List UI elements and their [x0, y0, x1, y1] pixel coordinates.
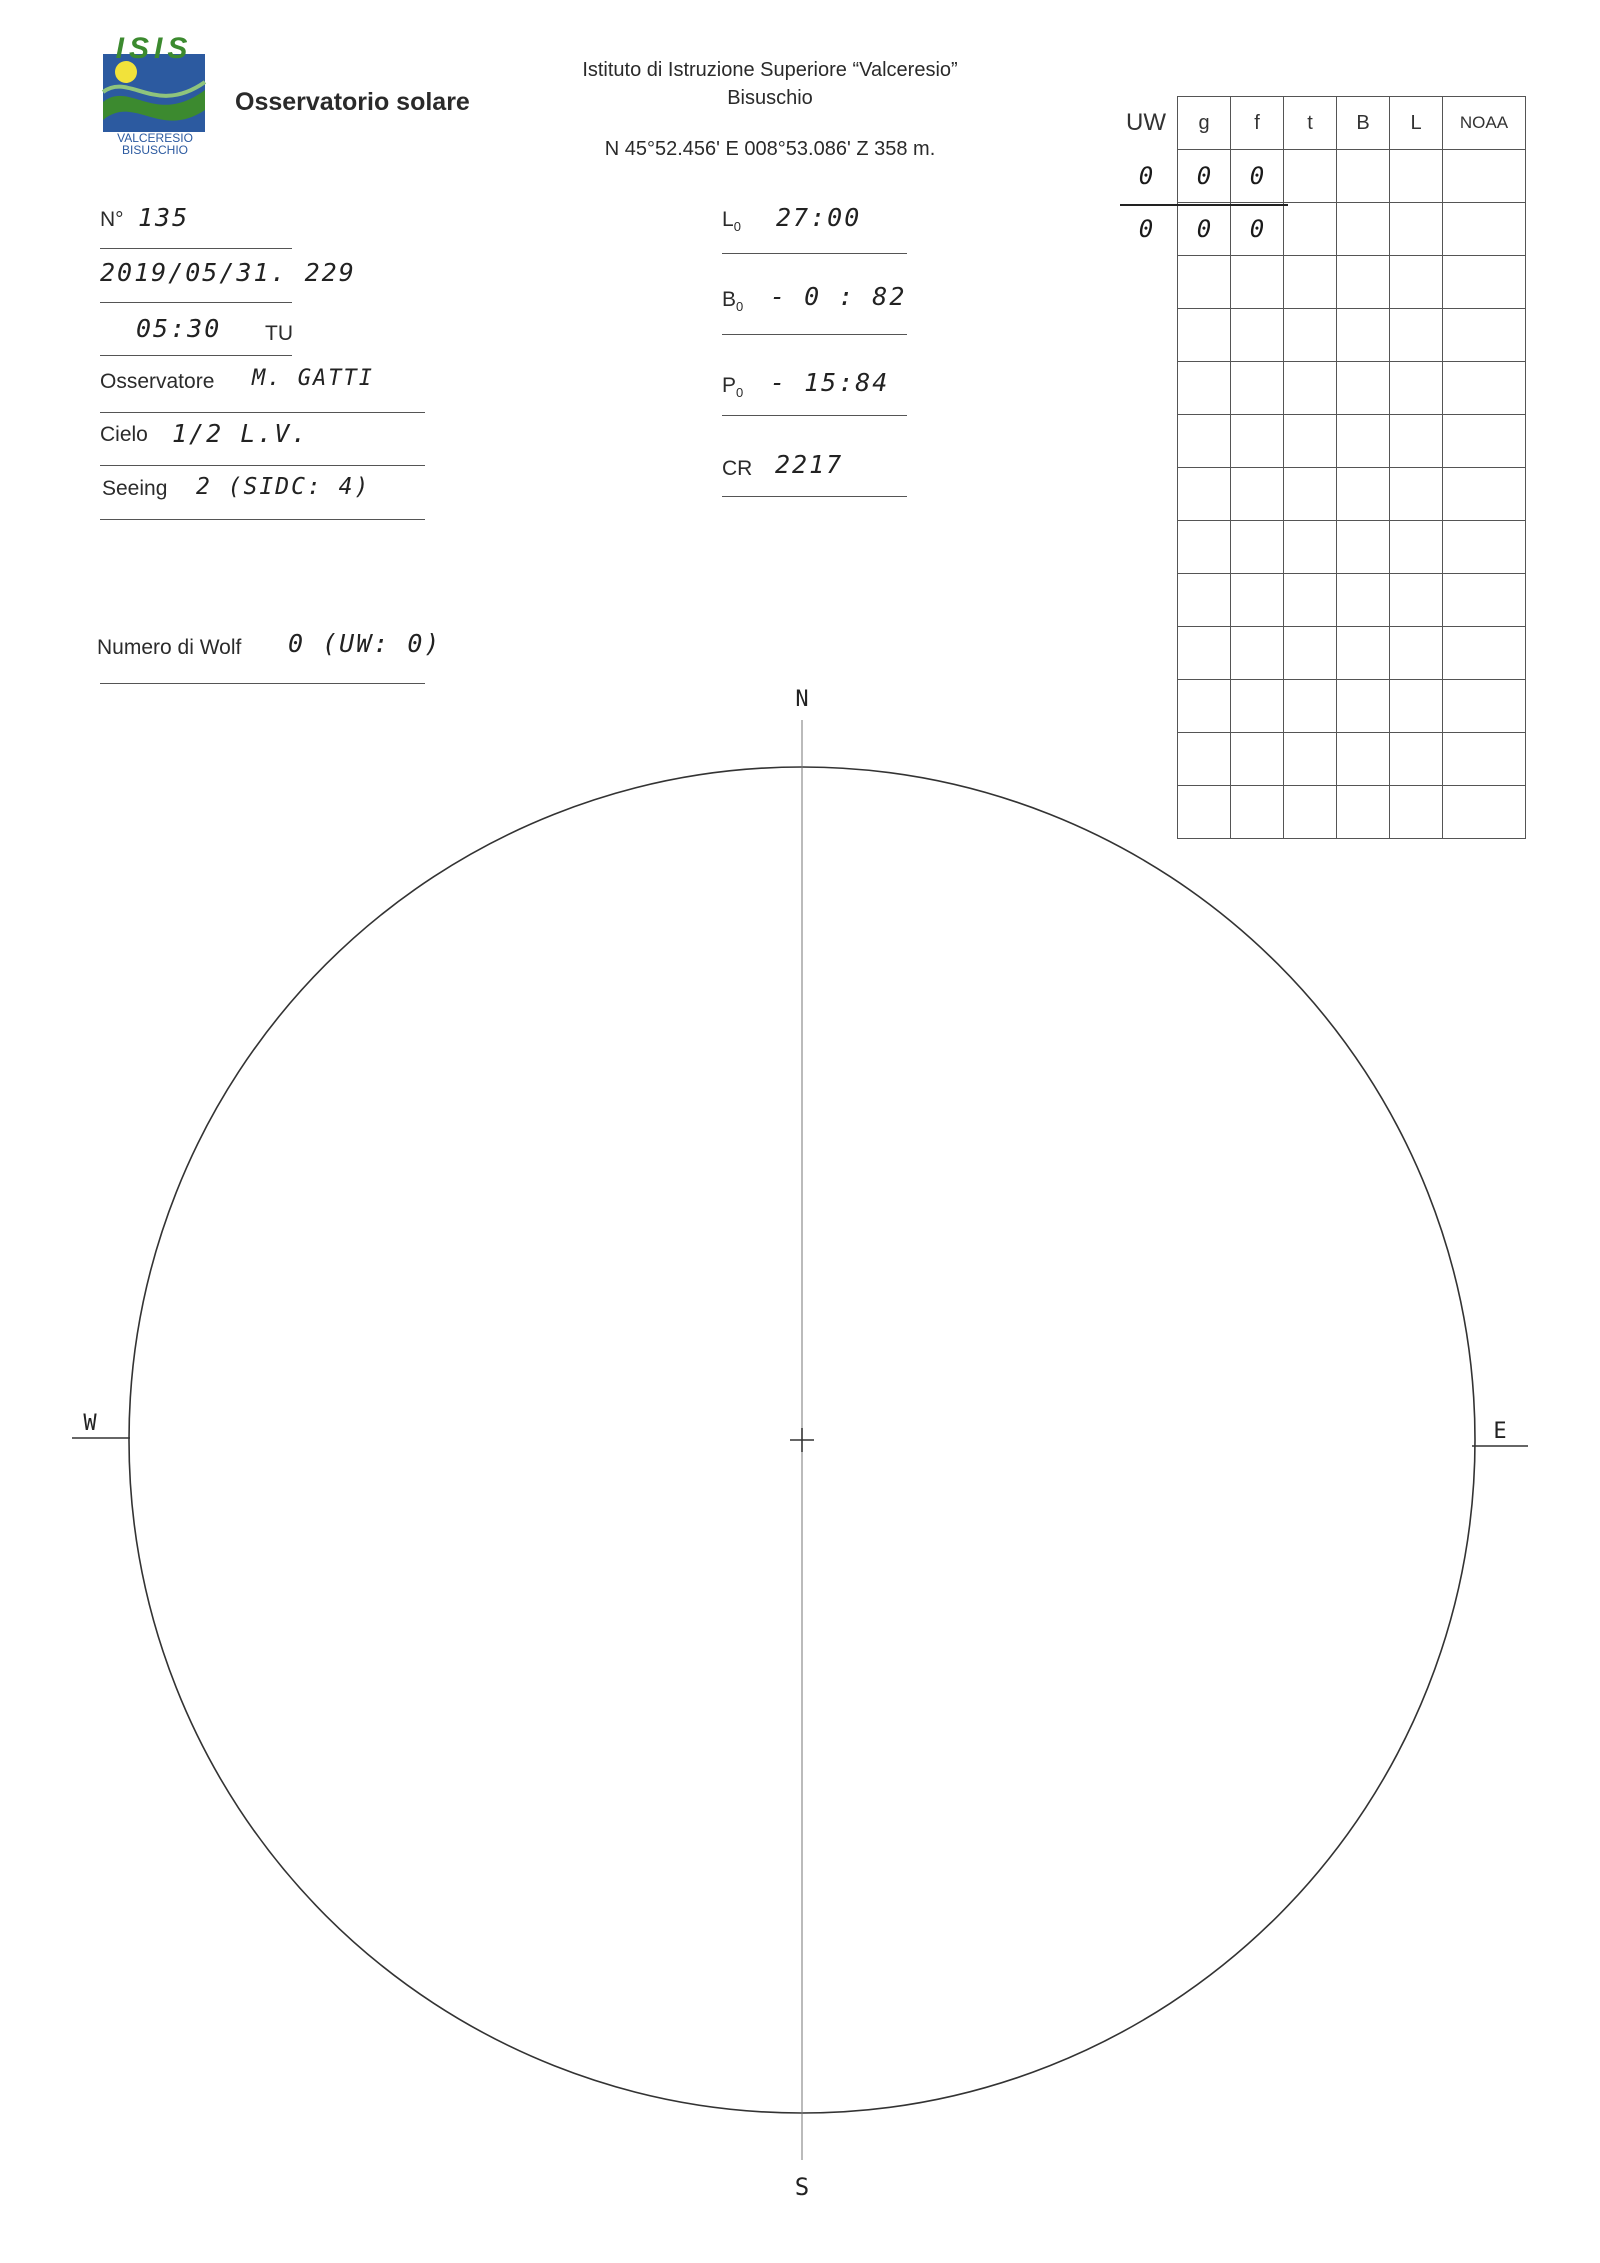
cr-label: CR	[722, 457, 753, 480]
logo-wordmark: ISIS	[115, 32, 193, 65]
wolf-value: 0 (UW: 0)	[288, 629, 442, 658]
logo-subtitle-line2: BISUSCHIO	[121, 143, 188, 157]
header-t: t	[1284, 97, 1337, 150]
observatory-title: Osservatorio solare	[235, 88, 470, 116]
header-b: B	[1337, 97, 1390, 150]
b0-subscript: 0	[736, 299, 744, 315]
seeing-value: 2 (SIDC: 4)	[196, 474, 371, 500]
b0-letter: B	[722, 288, 737, 311]
north-label: N	[795, 687, 809, 712]
cr-value: 2217	[775, 450, 844, 479]
p0-value: - 15:84	[770, 368, 890, 397]
row1-g: 0	[1178, 150, 1231, 203]
date-value: 2019/05/31. 229	[100, 258, 356, 287]
row2-uw: 0	[1138, 215, 1154, 243]
observer-value: M. GATTI	[252, 366, 374, 391]
seeing-label: Seeing	[102, 477, 168, 500]
row2-g: 0	[1178, 203, 1231, 256]
south-label: S	[794, 2173, 810, 2201]
time-unit-label: TU	[265, 322, 293, 345]
sky-label: Cielo	[100, 423, 148, 446]
p0-subscript: 0	[736, 385, 744, 401]
wolf-label: Numero di Wolf	[97, 636, 242, 659]
number-value: 135	[138, 203, 190, 232]
b0-value: - 0 : 82	[770, 282, 907, 311]
l0-value: 27:00	[776, 203, 862, 232]
west-label: W	[83, 1411, 97, 1436]
p0-letter: P	[722, 374, 737, 397]
l0-letter: L	[722, 208, 734, 231]
header-l: L	[1390, 97, 1443, 150]
observer-label: Osservatore	[100, 370, 215, 393]
institute-name: Istituto di Istruzione Superiore “Valceresio”	[582, 59, 958, 81]
number-label: N°	[100, 208, 124, 231]
row1-uw: 0	[1138, 162, 1154, 190]
time-value: 05:30	[136, 314, 222, 343]
east-label: E	[1493, 1419, 1507, 1444]
sky-value: 1/2 L.V.	[172, 419, 309, 448]
header-f: f	[1231, 97, 1284, 150]
header-uw: UW	[1126, 109, 1166, 136]
header-noaa: NOAA	[1443, 97, 1526, 150]
site-coordinates: N 45°52.456' E 008°53.086' Z 358 m.	[604, 138, 936, 160]
header-g: g	[1178, 97, 1231, 150]
logo-subtitle-line1: VALCERESIO	[117, 131, 193, 145]
row2-f: 0	[1231, 203, 1284, 256]
row1-f: 0	[1231, 150, 1284, 203]
l0-subscript: 0	[733, 219, 741, 235]
institute-town: Bisuschio	[727, 87, 813, 109]
